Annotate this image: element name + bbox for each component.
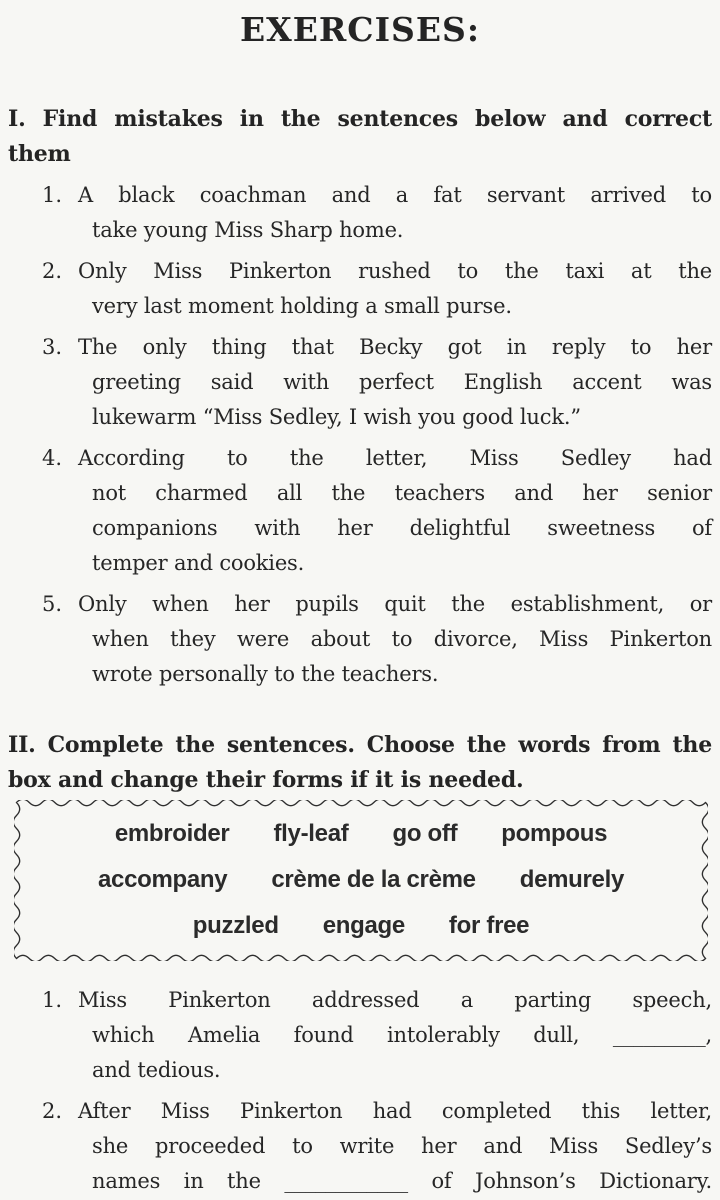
list-item xyxy=(8,441,712,581)
item-text-line: A black coachman and a fat servant arrived to xyxy=(78,183,712,207)
item-text-line: not charmed all the teachers and her senior xyxy=(92,481,712,505)
exercise1-heading xyxy=(8,102,712,172)
page-title: EXERCISES: xyxy=(239,10,481,49)
item-number: 2. xyxy=(42,1099,63,1123)
word-box-row xyxy=(14,903,708,949)
word-box-word: demurely xyxy=(519,866,625,893)
item-text-line: which Amelia found intolerably dull, _________, xyxy=(92,1023,712,1047)
item-text-line: lukewarm “Miss Sedley, I wish you good luck.” xyxy=(92,405,581,429)
item-text-line: Only Miss Pinkerton rushed to the taxi at the xyxy=(78,259,712,283)
item-text-line: greeting said with perfect English accent was xyxy=(92,370,712,394)
item-text-line: Only when her pupils quit the establishment, or xyxy=(78,592,712,616)
exercise1-list xyxy=(8,178,712,692)
item-number: 1. xyxy=(42,988,63,1012)
exercise1-heading-line: I. Find mistakes in the sentences below and correct xyxy=(8,106,712,132)
word-box-row xyxy=(14,857,708,903)
item-number: 1. xyxy=(42,183,63,207)
item-number: 5. xyxy=(42,592,63,616)
word-box-word: embroider xyxy=(114,820,230,847)
exercise1-heading-line: them xyxy=(8,141,71,167)
word-box-word: puzzled xyxy=(192,912,279,939)
word-box-word: crème de la crème xyxy=(271,866,476,893)
item-text-line: when they were about to divorce, Miss Pinkerton xyxy=(92,627,712,651)
item-text-line: names in the ____________ of Johnson’s Dictionary. xyxy=(92,1169,712,1193)
word-box-word: engage xyxy=(322,912,405,939)
item-text-line: companions with her delightful sweetness of xyxy=(92,516,712,540)
word-box xyxy=(14,800,708,961)
word-box-word: fly-leaf xyxy=(273,820,349,847)
item-text-line: wrote personally to the teachers. xyxy=(92,662,439,686)
item-text-line: take young Miss Sharp home. xyxy=(92,218,404,242)
item-text-line: The only thing that Becky got in reply to her xyxy=(78,335,712,359)
word-box-word: accompany xyxy=(97,866,228,893)
item-number: 4. xyxy=(42,446,63,470)
item-text-line: Miss Pinkerton addressed a parting speech, xyxy=(78,988,712,1012)
list-item xyxy=(8,1094,712,1199)
word-box-word: go off xyxy=(392,820,458,847)
item-number: 2. xyxy=(42,259,63,283)
word-box-row xyxy=(14,811,708,857)
item-text-line: very last moment holding a small purse. xyxy=(92,294,512,318)
word-box-word: pompous xyxy=(501,820,608,847)
list-item xyxy=(8,587,712,692)
exercise2-heading-line: II. Complete the sentences. Choose the words from the xyxy=(8,732,712,758)
list-item xyxy=(8,254,712,324)
list-item xyxy=(8,330,712,435)
exercise2-heading-line: box and change their forms if it is needed. xyxy=(8,767,524,793)
list-item xyxy=(8,983,712,1088)
item-text-line: According to the letter, Miss Sedley had xyxy=(78,446,712,470)
item-text-line: and tedious. xyxy=(92,1058,221,1082)
word-box-word: for free xyxy=(448,912,530,939)
list-item xyxy=(8,178,712,248)
item-text-line: After Miss Pinkerton had completed this letter, xyxy=(78,1099,712,1123)
item-number: 3. xyxy=(42,335,63,359)
item-text-line: temper and cookies. xyxy=(92,551,305,575)
item-text-line: she proceeded to write her and Miss Sedley’s xyxy=(92,1134,712,1158)
exercise2-list xyxy=(8,983,712,1199)
exercise2-heading xyxy=(8,728,712,798)
